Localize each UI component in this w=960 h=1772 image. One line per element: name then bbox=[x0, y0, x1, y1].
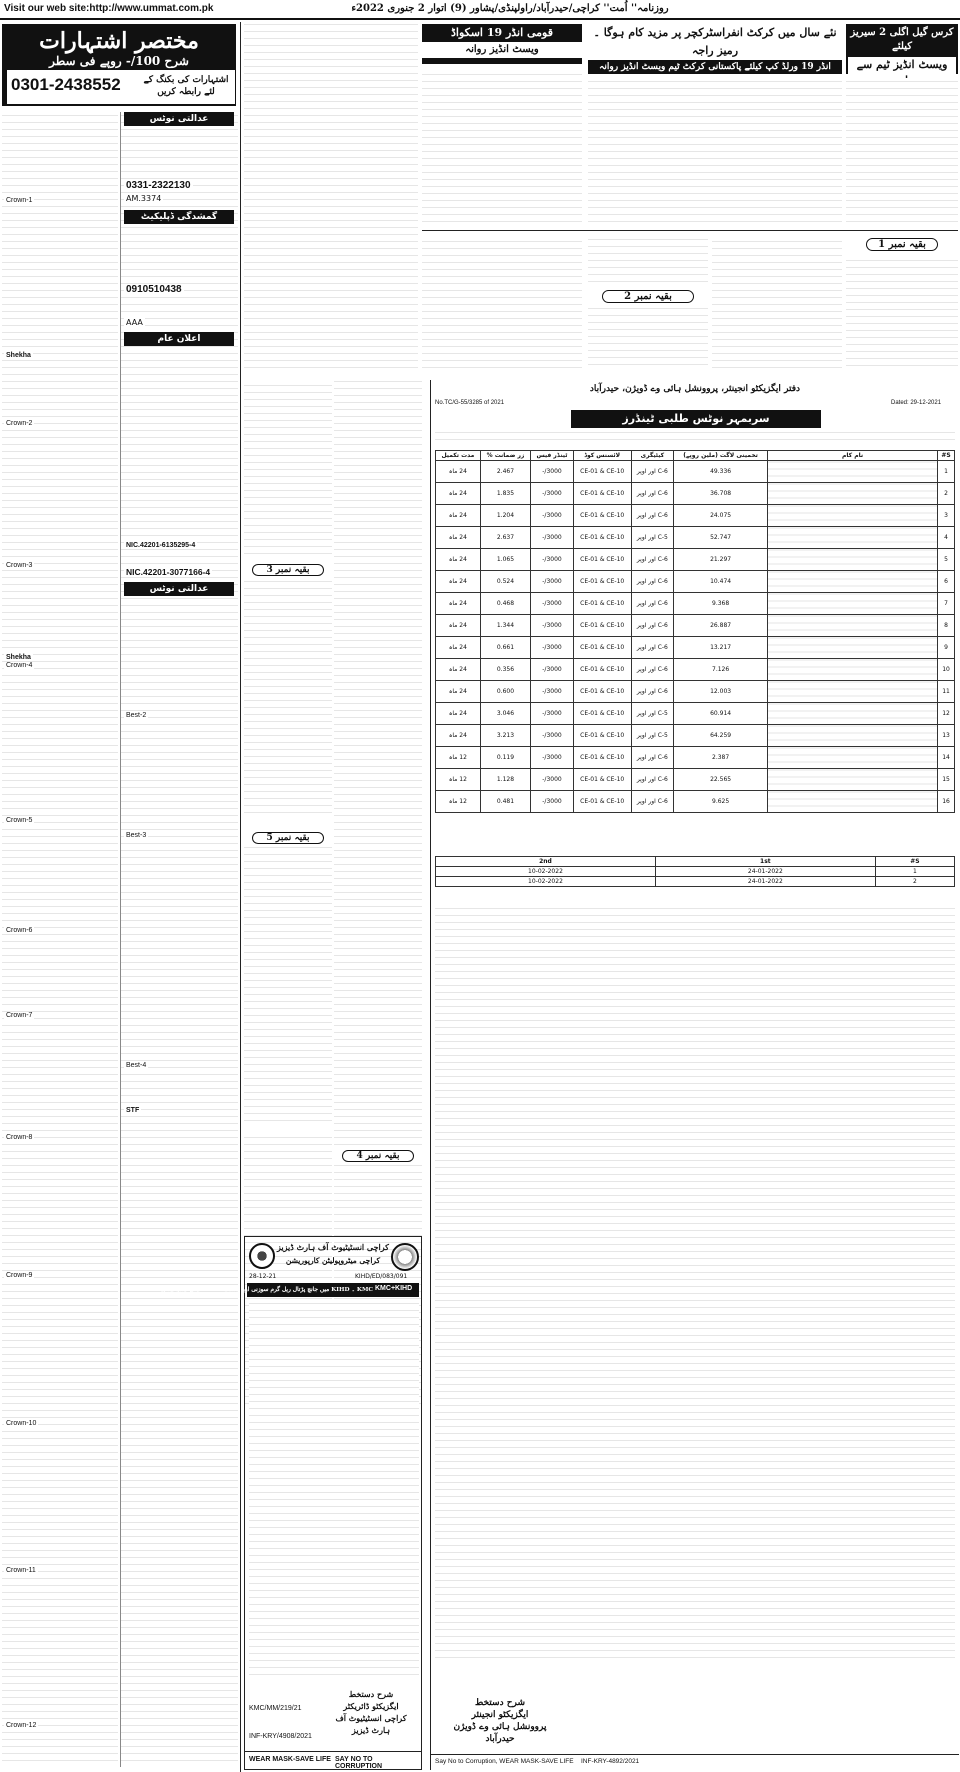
table-row bbox=[436, 703, 955, 725]
tender-table-body bbox=[436, 461, 955, 813]
table-cell: 64.259 bbox=[674, 725, 768, 747]
work-description-cell bbox=[768, 593, 938, 615]
table-cell: 24 ماہ bbox=[436, 483, 481, 505]
tender-conditions bbox=[435, 904, 955, 1664]
kihd-footer bbox=[245, 1751, 421, 1769]
table-cell: 60.914 bbox=[674, 703, 768, 725]
table-row bbox=[436, 505, 955, 527]
kihd-body bbox=[249, 1301, 419, 1681]
table-cell: 1.835 bbox=[480, 483, 530, 505]
table-cell: 3000/- bbox=[531, 593, 574, 615]
table-cell: CE-01 & CE-10 bbox=[573, 615, 631, 637]
tender-header-cell: نام کام bbox=[768, 451, 938, 461]
kihd-corruption: SAY NO TO CORRUPTION bbox=[335, 1756, 383, 1770]
table-cell: CE-01 & CE-10 bbox=[573, 637, 631, 659]
table-cell: 15 bbox=[938, 769, 955, 791]
kihd-name-1: کراچی انسٹیٹیوٹ آف ہارٹ ڈیزیز bbox=[277, 1242, 389, 1252]
table-cell: 10-02-2022 bbox=[436, 867, 656, 877]
table-cell: C-6 اور اوپر bbox=[631, 681, 673, 703]
tender-dates-body bbox=[436, 867, 955, 887]
dates-header-cell: 2nd bbox=[436, 857, 656, 867]
kihd-sign-3: کراچی انسٹیٹیوٹ آف bbox=[335, 1713, 407, 1723]
table-cell: CE-01 & CE-10 bbox=[573, 681, 631, 703]
tender-inf: INF-KRY-4892/2021 bbox=[581, 1758, 640, 1765]
table-cell: 9.368 bbox=[674, 593, 768, 615]
table-cell: 3000/- bbox=[531, 549, 574, 571]
table-row bbox=[436, 461, 955, 483]
shekha-label: Shekha bbox=[6, 654, 31, 661]
table-cell: 24 ماہ bbox=[436, 461, 481, 483]
table-cell: 3000/- bbox=[531, 681, 574, 703]
crown-label: Crown-1 bbox=[6, 197, 33, 204]
table-cell: 5 bbox=[938, 549, 955, 571]
crown-label: Crown-4 bbox=[6, 662, 33, 669]
tender-header-cell: S# bbox=[938, 451, 955, 461]
table-cell: 24 ماہ bbox=[436, 681, 481, 703]
continued-1-box bbox=[846, 238, 958, 374]
masthead bbox=[0, 0, 960, 20]
table-cell: C-6 اور اوپر bbox=[631, 791, 673, 813]
tender-footer-text: Say No to Corruption, WEAR MASK-SAVE LIFE bbox=[435, 1758, 574, 1765]
news-right-text bbox=[846, 78, 958, 228]
work-description-cell bbox=[768, 615, 938, 637]
table-cell: CE-01 & CE-10 bbox=[573, 461, 631, 483]
table-cell: 14 bbox=[938, 747, 955, 769]
table-cell: 10 bbox=[938, 659, 955, 681]
best-label: Best-4 bbox=[126, 1062, 147, 1069]
table-row bbox=[436, 549, 955, 571]
table-cell: C-6 اور اوپر bbox=[631, 747, 673, 769]
table-cell: 52.747 bbox=[674, 527, 768, 549]
table-cell: C-6 اور اوپر bbox=[631, 769, 673, 791]
kihd-inf: INF-KRY/4908/2021 bbox=[249, 1733, 312, 1740]
classified-rate: شرح 100/- روپے فی سطر bbox=[49, 54, 189, 68]
table-cell: 24 ماہ bbox=[436, 703, 481, 725]
continued-4-title: بقیہ نمبر 4 bbox=[342, 1150, 414, 1162]
table-cell: C-6 اور اوپر bbox=[631, 615, 673, 637]
table-cell: CE-01 & CE-10 bbox=[573, 571, 631, 593]
table-cell: 1 bbox=[938, 461, 955, 483]
tender-table bbox=[435, 450, 955, 813]
table-cell: 0.119 bbox=[480, 747, 530, 769]
paper-dateline: روزنامہ'' اُمت'' کراچی/حیدرآباد/راولپنڈی/پشاور (9) اتوار 2 جنوری 2022ء bbox=[351, 3, 669, 14]
table-cell: 10-02-2022 bbox=[436, 877, 656, 887]
crown-label: Crown-10 bbox=[6, 1420, 37, 1427]
kmc-logo bbox=[249, 1243, 275, 1269]
table-cell: 24 ماہ bbox=[436, 659, 481, 681]
table-row bbox=[436, 791, 955, 813]
sports-mid-line1: نئے سال میں کرکٹ انفراسٹرکچر پر مزید کام ہوگا ۔ رمیز راجہ bbox=[593, 26, 837, 57]
work-description-cell bbox=[768, 549, 938, 571]
classified-phone[interactable]: 0301-2438552 bbox=[11, 75, 121, 94]
work-description-cell bbox=[768, 483, 938, 505]
table-cell: 24 ماہ bbox=[436, 505, 481, 527]
kihd-tender bbox=[161, 1236, 422, 1770]
work-description-cell bbox=[768, 505, 938, 527]
table-row bbox=[436, 483, 955, 505]
table-cell: 3000/- bbox=[531, 769, 574, 791]
table-row bbox=[436, 769, 955, 791]
continued-2-text bbox=[588, 305, 708, 371]
table-cell: 7 bbox=[938, 593, 955, 615]
table-cell: 26.887 bbox=[674, 615, 768, 637]
tender-sign-1: شرح دستخط bbox=[474, 1698, 526, 1708]
kihd-mask: WEAR MASK-SAVE LIFE bbox=[249, 1756, 331, 1763]
table-row bbox=[436, 637, 955, 659]
table-cell: 0.481 bbox=[480, 791, 530, 813]
table-cell: 3000/- bbox=[531, 747, 574, 769]
classified-phone-box bbox=[7, 70, 235, 104]
table-cell: 24 ماہ bbox=[436, 615, 481, 637]
crown-label: Crown-11 bbox=[6, 1567, 36, 1574]
table-cell: 24-01-2022 bbox=[655, 877, 875, 887]
continued-5-text bbox=[244, 847, 332, 1127]
table-cell: 1 bbox=[875, 867, 954, 877]
shekha-label: Shekha bbox=[6, 352, 31, 359]
table-row bbox=[436, 681, 955, 703]
table-cell: 9.625 bbox=[674, 791, 768, 813]
tender-dates-header bbox=[436, 857, 955, 867]
table-cell: 3000/- bbox=[531, 483, 574, 505]
tender-table-header bbox=[436, 451, 955, 461]
work-description-cell bbox=[768, 725, 938, 747]
table-cell: 4 bbox=[938, 527, 955, 549]
table-cell: 6 bbox=[938, 571, 955, 593]
kihd-name-2: کراچی میٹروپولیٹن کارپوریشن bbox=[285, 1256, 381, 1265]
table-cell: CE-01 & CE-10 bbox=[573, 549, 631, 571]
table-cell: 3000/- bbox=[531, 505, 574, 527]
nic-label: NIC.42201-6135295-4 bbox=[126, 542, 196, 549]
news-mid-text bbox=[588, 80, 842, 228]
table-cell: CE-01 & CE-10 bbox=[573, 483, 631, 505]
table-cell: 24 ماہ bbox=[436, 637, 481, 659]
table-cell: C-6 اور اوپر bbox=[631, 461, 673, 483]
sports-left-line2: ویسٹ انڈیز روانہ bbox=[422, 42, 582, 58]
news-area bbox=[242, 22, 960, 377]
table-cell: 49.336 bbox=[674, 461, 768, 483]
ad-aaa: AAA bbox=[126, 318, 143, 327]
table-cell: 9 bbox=[938, 637, 955, 659]
table-cell: C-6 اور اوپر bbox=[631, 505, 673, 527]
table-cell: 2 bbox=[938, 483, 955, 505]
table-row bbox=[436, 725, 955, 747]
best-label: Best-3 bbox=[126, 832, 147, 839]
table-cell: 3000/- bbox=[531, 571, 574, 593]
ad-am-number: AM.3374 bbox=[126, 194, 162, 203]
crown-label: Crown-2 bbox=[6, 420, 33, 427]
tender-dated: Dated: 29-12-2021 bbox=[891, 400, 942, 406]
table-cell: C-6 اور اوپر bbox=[631, 637, 673, 659]
table-cell: 11 bbox=[938, 681, 955, 703]
table-cell: 24 ماہ bbox=[436, 549, 481, 571]
sports-headline-right bbox=[846, 24, 958, 74]
classified-text-left bbox=[2, 112, 118, 1767]
stf-label: STF bbox=[126, 1107, 140, 1114]
table-cell: 3 bbox=[938, 505, 955, 527]
kihd-logo bbox=[391, 1243, 419, 1271]
table-cell: CE-01 & CE-10 bbox=[573, 593, 631, 615]
classified-title: مختصر اشتہارات bbox=[39, 28, 199, 54]
crown-label: Crown-5 bbox=[6, 817, 33, 824]
work-description-cell bbox=[768, 681, 938, 703]
sports-left-line1: قومی انڈر 19 اسکواڈ bbox=[450, 26, 553, 39]
table-cell: 12 bbox=[938, 703, 955, 725]
table-cell: 3000/- bbox=[531, 637, 574, 659]
continued-2-box bbox=[588, 236, 708, 374]
tender-table-wrap bbox=[435, 450, 955, 850]
column-divider bbox=[240, 22, 241, 1772]
table-cell: 12 ماہ bbox=[436, 769, 481, 791]
sports-headline-mid bbox=[588, 24, 842, 76]
table-cell: 24 ماہ bbox=[436, 593, 481, 615]
kihd-date: 28-12-21 bbox=[249, 1273, 277, 1280]
work-description-cell bbox=[768, 791, 938, 813]
work-description-cell bbox=[768, 527, 938, 549]
table-cell: 0.468 bbox=[480, 593, 530, 615]
tender-footer bbox=[431, 1754, 959, 1768]
table-cell: 21.297 bbox=[674, 549, 768, 571]
table-cell: 7.126 bbox=[674, 659, 768, 681]
table-cell: CE-01 & CE-10 bbox=[573, 725, 631, 747]
news-mid2-text bbox=[712, 236, 842, 374]
tender-header-cell: کیٹیگری bbox=[631, 451, 673, 461]
table-cell: 2.637 bbox=[480, 527, 530, 549]
continued-1-title: بقیہ نمبر 1 bbox=[866, 238, 938, 251]
work-description-cell bbox=[768, 769, 938, 791]
work-description-cell bbox=[768, 637, 938, 659]
classifieds-column bbox=[0, 22, 240, 1772]
sports-right-line1: کرس گیل اگلی 2 سیریز کیلئے bbox=[850, 27, 954, 52]
kihd-sign-2: ایگزیکٹو ڈائریکٹر bbox=[343, 1701, 399, 1711]
table-cell: 13.217 bbox=[674, 637, 768, 659]
crown-label: Crown-3 bbox=[6, 562, 33, 569]
table-cell: 3.213 bbox=[480, 725, 530, 747]
table-cell: 3000/- bbox=[531, 725, 574, 747]
tender-sign-2: ایگزیکٹو انجینئر bbox=[471, 1710, 529, 1720]
ad-phone-2: 0910510438 bbox=[126, 284, 182, 295]
work-description-cell bbox=[768, 703, 938, 725]
table-cell: 3000/- bbox=[531, 703, 574, 725]
work-description-cell bbox=[768, 659, 938, 681]
continued-5-title: بقیہ نمبر 5 bbox=[252, 832, 324, 844]
kihd-kmc-tag: KMC+KIHD bbox=[375, 1285, 413, 1292]
continued-5-box bbox=[244, 832, 332, 1132]
table-cell: 24 ماہ bbox=[436, 527, 481, 549]
notice-public-header: اعلان عام bbox=[124, 332, 234, 346]
kihd-ref: KIHD/ED/083/091 bbox=[355, 1273, 408, 1280]
tender-header-cell: مدت تکمیل bbox=[436, 451, 481, 461]
notice-court-header-2: عدالتی نوٹس bbox=[124, 582, 234, 596]
tender-sign-3: پروونشل ہائی وے ڈویژن bbox=[453, 1722, 547, 1732]
table-row bbox=[436, 659, 955, 681]
continued-2-text-top bbox=[588, 236, 708, 288]
table-cell: CE-01 & CE-10 bbox=[573, 703, 631, 725]
kihd-sign-1: شرح دستخط bbox=[348, 1689, 394, 1699]
continued-3-text bbox=[244, 579, 332, 819]
notice-lost-header: گمشدگی ڈپلیکیٹ bbox=[124, 210, 234, 224]
kihd-notice-title: KMC ۔ KIHD میں جانچ پڑتال ریل گرم سوزنی اور واشنگ Linen کیلئے ٹینڈر نوٹس bbox=[161, 1287, 373, 1293]
table-cell: C-5 اور اوپر bbox=[631, 527, 673, 549]
tender-office: دفتر ایگزیکٹو انجینئر، پروونشل ہائی وے ڈویژن، حیدرآباد bbox=[589, 384, 801, 394]
table-cell: 24 ماہ bbox=[436, 725, 481, 747]
table-cell: 2.387 bbox=[674, 747, 768, 769]
table-cell: C-6 اور اوپر bbox=[631, 593, 673, 615]
table-row bbox=[436, 593, 955, 615]
sports-mid-line2: انڈر 19 ورلڈ کپ کیلئے پاکستانی کرکٹ ٹیم ویسٹ انڈیز روانہ bbox=[588, 60, 842, 74]
kihd-notice-bar bbox=[161, 1283, 419, 1297]
crown-label: Crown-6 bbox=[6, 927, 33, 934]
table-cell: 1.128 bbox=[480, 769, 530, 791]
continued-3-box bbox=[244, 564, 332, 824]
crown-label: Crown-8 bbox=[6, 1134, 33, 1141]
news-left2-text bbox=[422, 236, 582, 374]
website-url[interactable]: Visit our web site:http://www.ummat.com.pk bbox=[4, 3, 214, 14]
news-divider-1 bbox=[422, 230, 958, 231]
work-description-cell bbox=[768, 461, 938, 483]
table-cell: C-6 اور اوپر bbox=[631, 483, 673, 505]
table-cell: C-6 اور اوپر bbox=[631, 659, 673, 681]
classified-booking: اشتہارات کی بکنگ کے لئے رابطہ کریں bbox=[143, 75, 229, 97]
table-cell: CE-01 & CE-10 bbox=[573, 747, 631, 769]
table-cell: CE-01 & CE-10 bbox=[573, 659, 631, 681]
sports-right-line2: ویسٹ انڈیز ٹیم سے bbox=[848, 57, 956, 89]
table-cell: 1.065 bbox=[480, 549, 530, 571]
tender-sign-4: حیدرآباد bbox=[485, 1734, 515, 1744]
best-label: Best-2 bbox=[126, 712, 147, 719]
highway-tender bbox=[430, 380, 958, 1770]
tender-title: سربمہر نوٹس طلبی ٹینڈرز bbox=[571, 410, 821, 428]
table-cell: 3000/- bbox=[531, 615, 574, 637]
table-cell: CE-01 & CE-10 bbox=[573, 505, 631, 527]
sports-headline-left bbox=[422, 24, 582, 64]
classified-text-right bbox=[120, 112, 238, 1767]
tender-intro bbox=[435, 432, 955, 446]
tender-header-cell: تخمینی لاگت (ملین روپے) bbox=[674, 451, 768, 461]
table-cell: 13 bbox=[938, 725, 955, 747]
notice-court-header-1: عدالتی نوٹس bbox=[124, 112, 234, 126]
dates-header-cell: 1st bbox=[655, 857, 875, 867]
tender-header-cell: زر ضمانت % bbox=[480, 451, 530, 461]
table-cell: C-6 اور اوپر bbox=[631, 571, 673, 593]
table-cell: C-5 اور اوپر bbox=[631, 725, 673, 747]
table-cell: 1.344 bbox=[480, 615, 530, 637]
tender-header-cell: ٹینڈر فیس bbox=[531, 451, 574, 461]
table-cell: 0.356 bbox=[480, 659, 530, 681]
table-cell: 0.524 bbox=[480, 571, 530, 593]
tender-ref-no: No.TC/G-55/3285 of 2021 bbox=[435, 400, 505, 406]
table-cell: CE-01 & CE-10 bbox=[573, 527, 631, 549]
table-row bbox=[436, 877, 955, 887]
table-cell: 12 ماہ bbox=[436, 747, 481, 769]
table-cell: 12.003 bbox=[674, 681, 768, 703]
ad-phone-1: 0331-2322130 bbox=[126, 180, 191, 191]
table-cell: 24-01-2022 bbox=[655, 867, 875, 877]
table-cell: 12 ماہ bbox=[436, 791, 481, 813]
table-row bbox=[436, 615, 955, 637]
kihd-kmc-no: KMC/MM/219/21 bbox=[249, 1705, 302, 1712]
crown-label: Crown-12 bbox=[6, 1722, 37, 1729]
news-far-left-text bbox=[244, 24, 418, 374]
crown-label: Crown-7 bbox=[6, 1012, 33, 1019]
table-cell: 16 bbox=[938, 791, 955, 813]
classified-ad-box bbox=[2, 24, 236, 106]
continued-1-text bbox=[846, 254, 958, 372]
tender-header-cell: لائسنس کوڈ bbox=[573, 451, 631, 461]
table-cell: 3000/- bbox=[531, 527, 574, 549]
table-cell: 3.046 bbox=[480, 703, 530, 725]
table-cell: 0.600 bbox=[480, 681, 530, 703]
tender-dates-wrap bbox=[435, 856, 955, 896]
table-row bbox=[436, 867, 955, 877]
table-cell: 0.661 bbox=[480, 637, 530, 659]
table-cell: C-5 اور اوپر bbox=[631, 703, 673, 725]
continued-3-title: بقیہ نمبر 3 bbox=[252, 564, 324, 576]
table-cell: 10.474 bbox=[674, 571, 768, 593]
table-cell: C-6 اور اوپر bbox=[631, 549, 673, 571]
dates-header-cell: S# bbox=[875, 857, 954, 867]
table-cell: 2.467 bbox=[480, 461, 530, 483]
continued-4-header bbox=[334, 1150, 422, 1164]
table-cell: 8 bbox=[938, 615, 955, 637]
ad-nic-2: NIC.42201-3077166-4 bbox=[126, 567, 211, 577]
table-cell: 3000/- bbox=[531, 791, 574, 813]
tender-dates-table bbox=[435, 856, 955, 887]
continued-2-title: بقیہ نمبر 2 bbox=[602, 290, 694, 303]
table-row bbox=[436, 571, 955, 593]
lower-col-left bbox=[244, 380, 332, 560]
table-cell: CE-01 & CE-10 bbox=[573, 791, 631, 813]
table-row bbox=[436, 747, 955, 769]
crown-label: Crown-9 bbox=[6, 1272, 33, 1279]
table-cell: 24 ماہ bbox=[436, 571, 481, 593]
table-cell: 2 bbox=[875, 877, 954, 887]
table-cell: CE-01 & CE-10 bbox=[573, 769, 631, 791]
table-cell: 3000/- bbox=[531, 461, 574, 483]
table-cell: 36.708 bbox=[674, 483, 768, 505]
table-cell: 3000/- bbox=[531, 659, 574, 681]
table-cell: 1.204 bbox=[480, 505, 530, 527]
kihd-sign-4: ہارٹ ڈیزیز bbox=[351, 1725, 391, 1735]
news-left-text bbox=[422, 68, 582, 228]
table-cell: 24.075 bbox=[674, 505, 768, 527]
table-row bbox=[436, 527, 955, 549]
work-description-cell bbox=[768, 747, 938, 769]
table-cell: 22.565 bbox=[674, 769, 768, 791]
work-description-cell bbox=[768, 571, 938, 593]
